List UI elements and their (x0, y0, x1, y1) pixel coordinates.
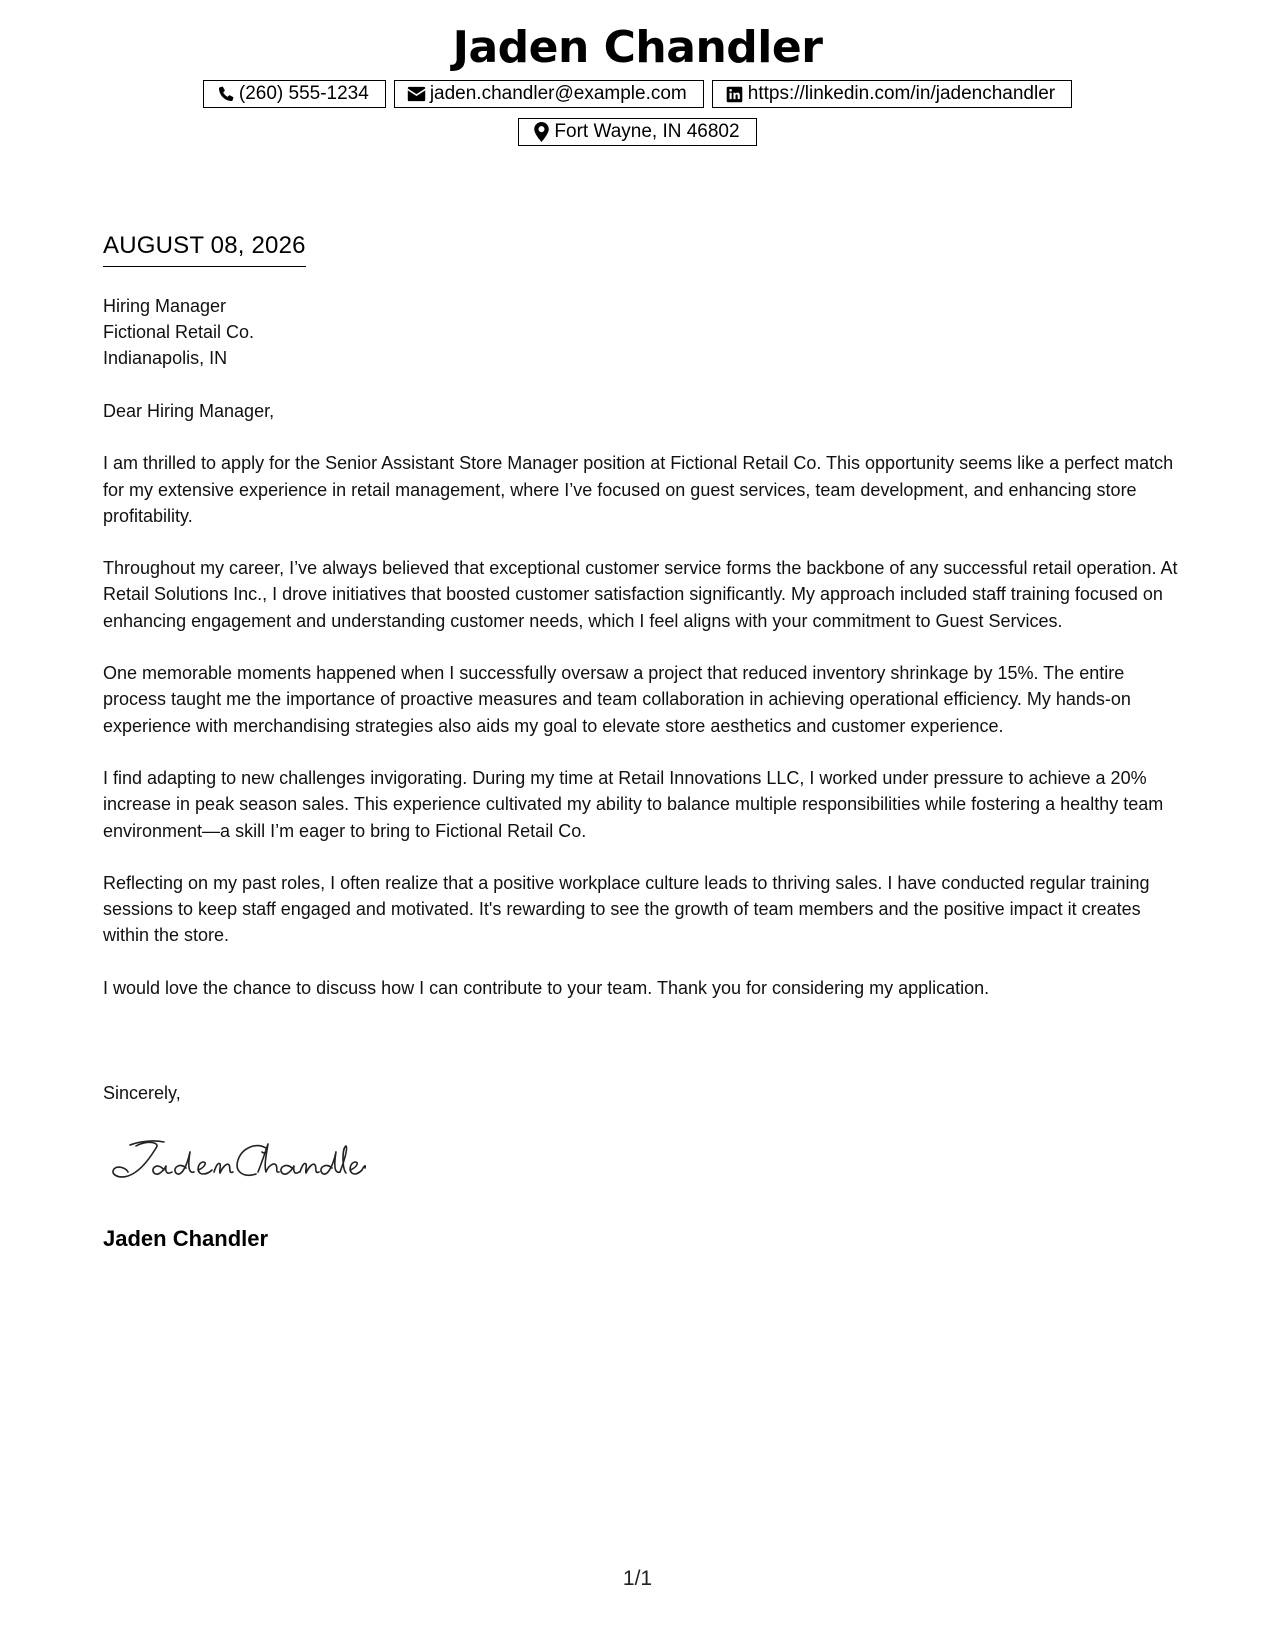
contact-row-primary (0, 80, 1275, 108)
body-paragraph: I would love the chance to discuss how I can contribute to your team. Thank you for considering my application. (103, 977, 990, 998)
contact-linkedin-text: https://linkedin.com/in/jadenchandler (747, 83, 1056, 104)
envelope-icon (407, 84, 427, 104)
recipient-company: Fictional Retail Co. (103, 322, 255, 342)
page-number: 1/1 (622, 1567, 653, 1590)
handwritten-signature (106, 1132, 366, 1192)
signer-name: Jaden Chandler (103, 1226, 269, 1251)
contact-row-secondary (0, 118, 1275, 146)
body-paragraph: I find adapting to new challenges invigorating. During my time at Retail Innovations LLC, I worked under pressure to achieve a 20% increase in peak season sales. This experience cultivated my ability to balance multiple responsibilities while fostering a healthy team environment—a skill I’m eager to bring to Fictional Retail Co. (103, 767, 1164, 841)
body-paragraph: Throughout my career, I’ve always believed that exceptional customer service forms the backbone of any successful retail operation. At Retail Solutions Inc., I drove initiatives that boosted customer satisfaction significantly. My approach included staff training focused on enhancing engagement and understanding customer needs, which I feel aligns with your commitment to Guest Services. (103, 558, 1178, 631)
body-paragraph: One memorable moments happened when I successfully oversaw a project that reduced inventory shrinkage by 15%. The entire process taught me the importance of proactive measures and team collaboration in achieving operational efficiency. My hands-on experience with merchandising strategies also aids my goal to elevate store aesthetics and customer experience. (103, 663, 1131, 736)
contact-linkedin[interactable] (712, 80, 1072, 108)
phone-icon (216, 84, 236, 104)
salutation: Dear Hiring Manager, (103, 401, 275, 421)
recipient-title: Hiring Manager (103, 296, 227, 316)
recipient-location: Indianapolis, IN (103, 348, 228, 368)
map-marker-icon (531, 122, 551, 142)
recipient-block (103, 293, 254, 371)
closing: Sincerely, (103, 1083, 181, 1103)
body-paragraph: I am thrilled to apply for the Senior Assistant Store Manager position at Fictional Retail Co. This opportunity seems like a perfect match for my extensive experience in retail management, where I’ve focused on guest services, team development, and enhancing store profitability. (103, 453, 1174, 526)
contact-location-text: Fort Wayne, IN 46802 (554, 121, 740, 142)
contact-email-text: jaden.chandler@example.com (429, 83, 687, 104)
applicant-name: Jaden Chandler (452, 22, 823, 73)
letter-date: AUGUST 08, 2026 (103, 232, 306, 267)
linkedin-icon (725, 84, 745, 104)
letter-body (103, 398, 1183, 1027)
body-paragraph: Reflecting on my past roles, I often realize that a positive workplace culture leads to thriving sales. I have conducted regular training sessions to keep staff engaged and motivated. It's rewarding to see the growth of team members and the positive impact it creates within the store. (103, 872, 1150, 946)
contact-phone-text: (260) 555-1234 (238, 83, 369, 104)
contact-email[interactable] (394, 80, 704, 108)
contact-location[interactable] (518, 118, 756, 146)
contact-phone[interactable] (203, 80, 386, 108)
